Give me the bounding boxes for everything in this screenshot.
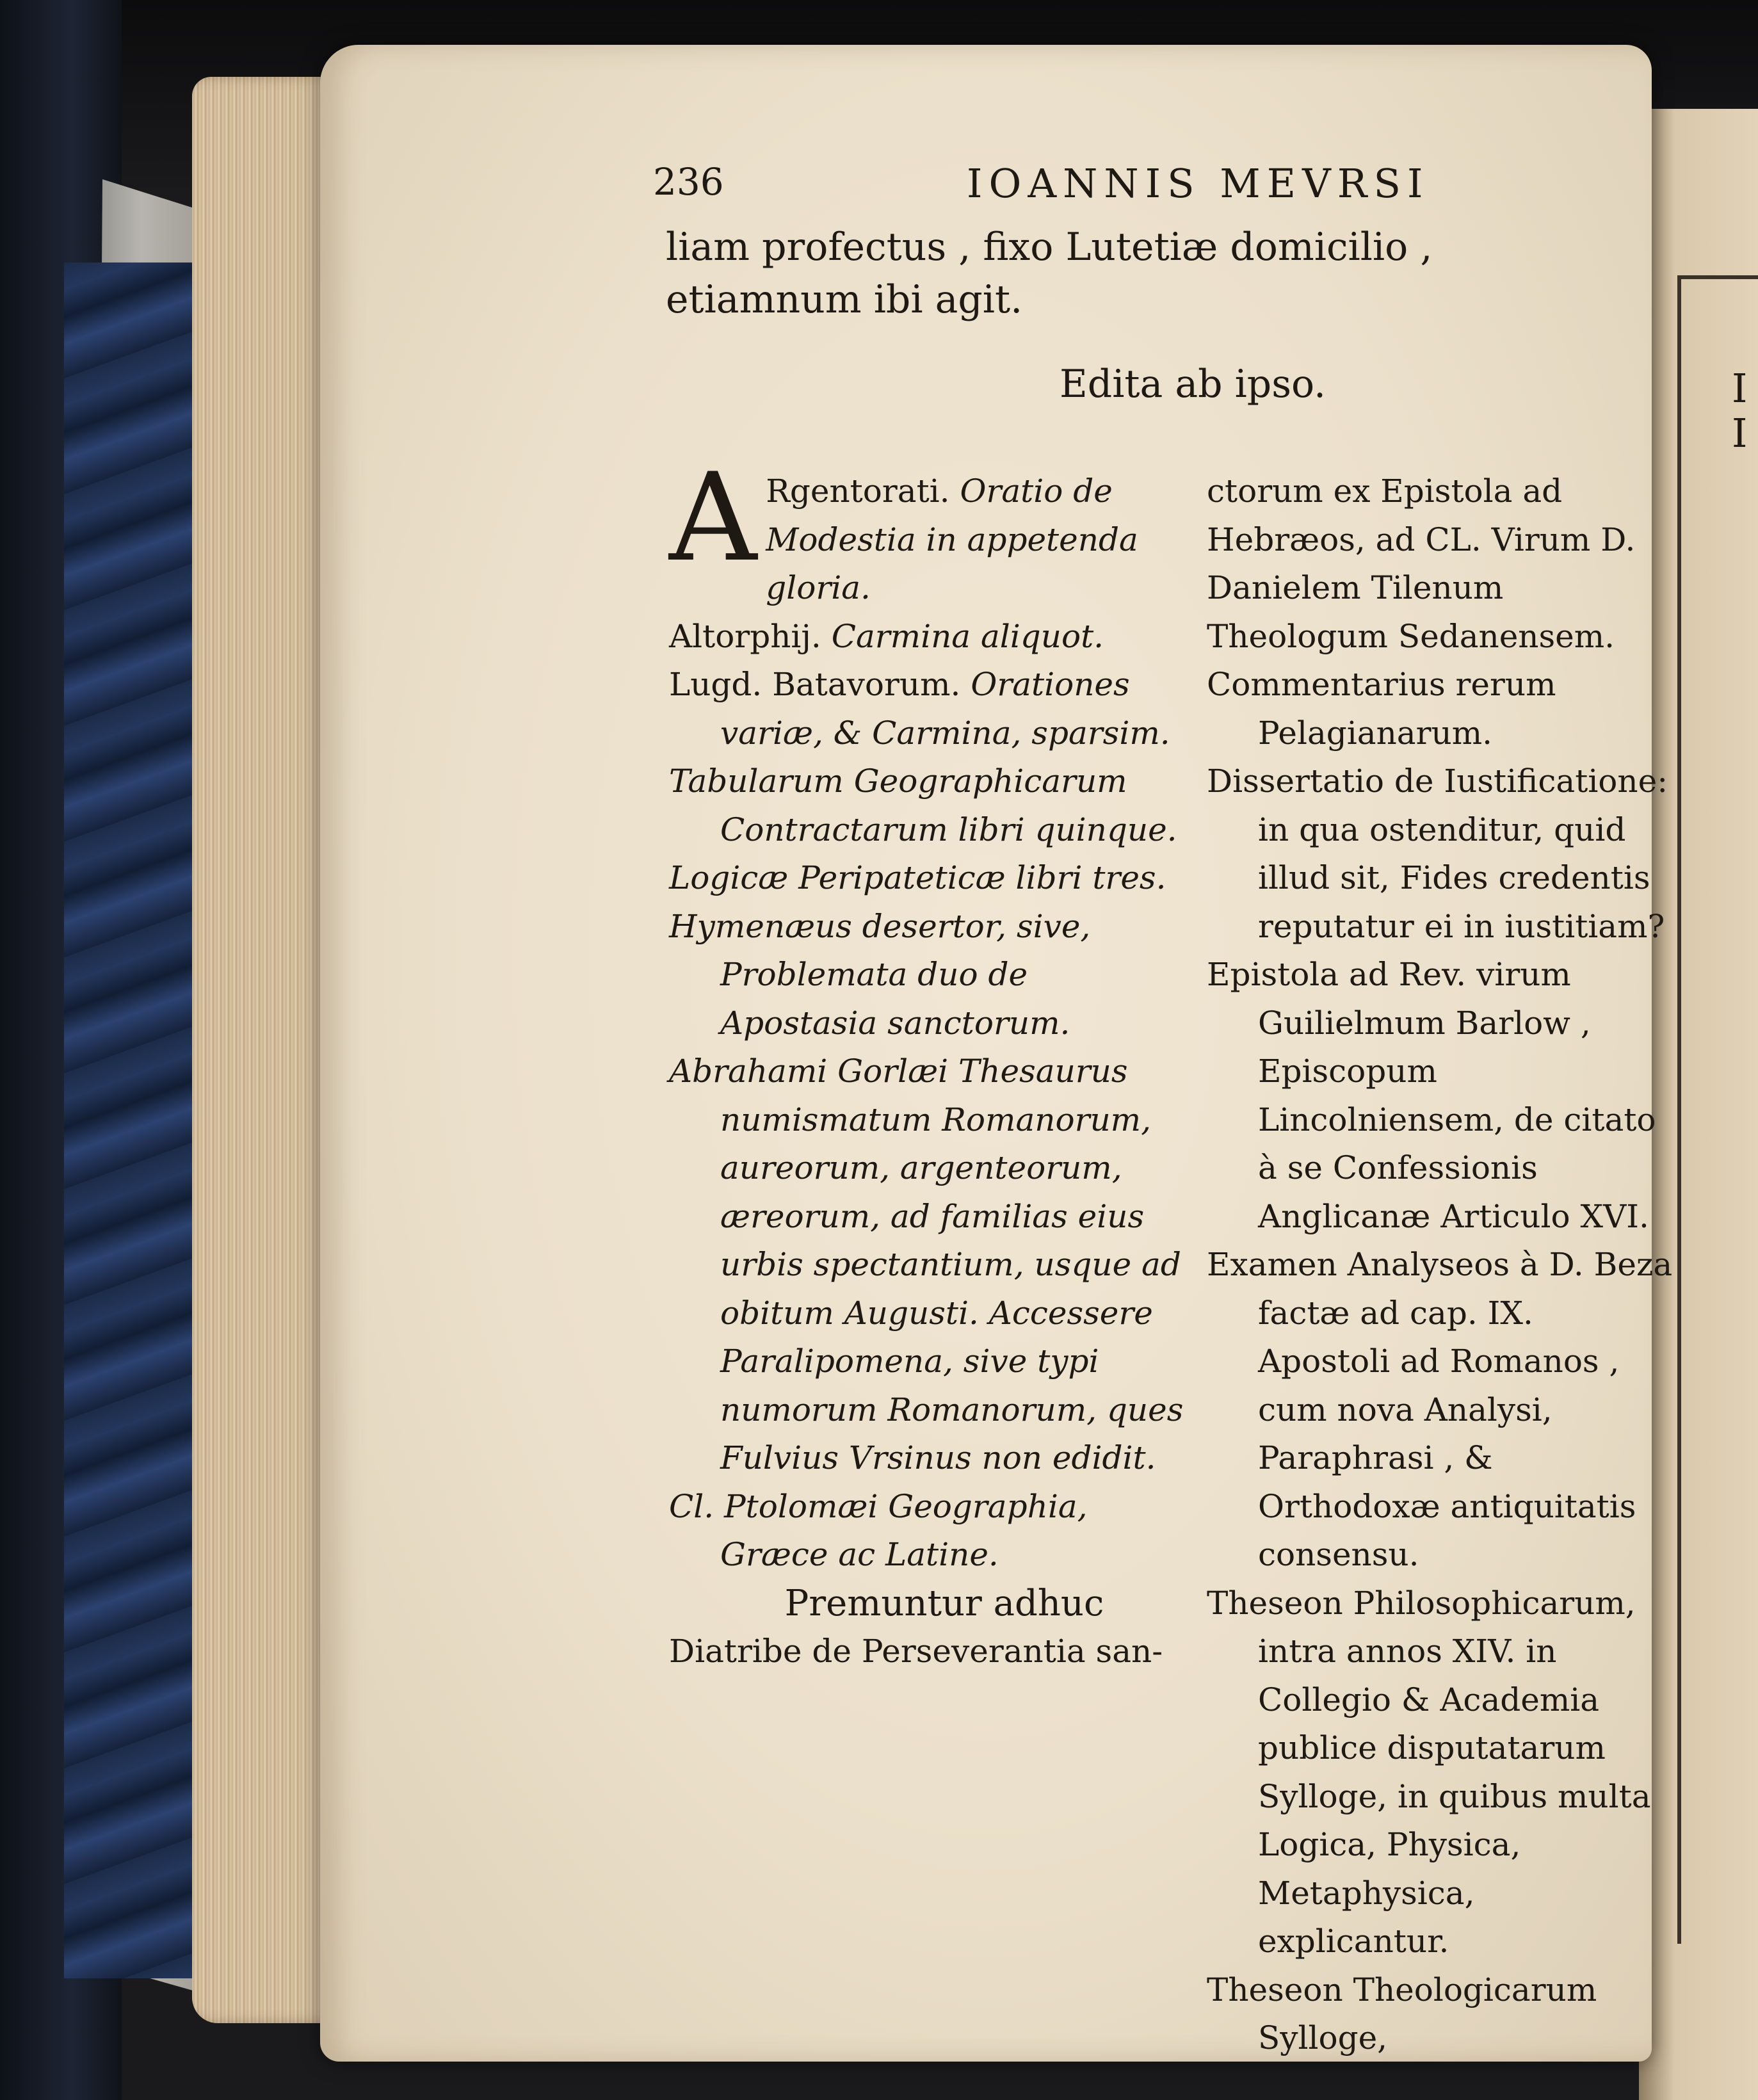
bibliography-entry: Theseon Theologicarum Sylloge, [1207, 1971, 1597, 2056]
right-column [1207, 467, 1674, 2063]
facing-page-letter: I [1732, 365, 1748, 412]
bibliography-entry: Commentarius rerum Pelagianarum. [1207, 666, 1556, 752]
bibliography-entry: Theseon Philosophicarum, intra annos XIV. in Collegio & Academia publice disputatarum Sylloge, in quibus multa Logica, Physica, Metaphysica, explicantur. [1207, 1584, 1651, 1960]
entry-title: Cl. Ptolomæi Geographia, Græce ac Latine. [669, 1487, 1088, 1573]
entry-title: Tabularum Geographicarum Contractarum libri quinque. [669, 763, 1177, 848]
subheading-forthcoming: Premuntur adhuc [784, 1582, 1104, 1624]
page-header [653, 160, 1453, 218]
bibliography-entry: ctorum ex Epistola ad Hebræos, ad CL. Virum D. Danielem Tilenum Theologum Sedanensem. [1207, 472, 1636, 655]
entry-title: Hymenæus desertor, sive, Problemata duo de Apostasia sanctorum. [669, 907, 1091, 1042]
bibliography-entry [669, 757, 1194, 854]
entry-title: Abrahami Gorlæi Thesaurus numismatum Romanorum, aureorum, argenteorum, æreorum, ad familias eius urbis spectantium, usque ad obitum Augusti. Accessere Paralipomena, sive typi numorum Romanorum, ques Fulvius Vrsinus non edidit. [669, 1053, 1184, 1476]
entry-place: Rgentorati. [766, 472, 950, 510]
facing-page-letter: I [1732, 410, 1748, 456]
entry-title: Orationes variæ, & Carmina, sparsim. [720, 666, 1170, 752]
bibliography-entry: Diatribe de Perseverantia san- [669, 1633, 1163, 1670]
bibliography-entry [669, 661, 1194, 757]
bibliography-entry [669, 1047, 1194, 1483]
left-column [669, 447, 1194, 1676]
running-title: IOANNIS MEVRSI [967, 160, 1430, 207]
drop-cap: A [669, 447, 757, 588]
bibliography-entry: Epistola ad Rev. virum Guilielmum Barlow , Episcopum Lincolniensem, de citato à se Confessionis Anglicanæ Articulo XVI. [1207, 956, 1656, 1235]
section-heading: Edita ab ipso. [1060, 362, 1327, 407]
entry-place: Altorphij. [669, 617, 821, 655]
intro-paragraph: liam profectus , fixo Lutetiæ domicilio , etiamnum ibi agit. [666, 225, 1433, 322]
bibliography-entry: Examen Analyseos à D. Beza factæ ad cap. IX. Apostoli ad Romanos , cum nova Analysi, Paraphrasi , & Orthodoxæ antiquitatis consensu. [1207, 1246, 1673, 1573]
bibliography-entry [669, 903, 1194, 1048]
entry-title: Carmina aliquot. [831, 617, 1104, 655]
bibliography-entry [669, 854, 1194, 903]
bibliography-entry [669, 1483, 1194, 1579]
entry-place: Lugd. Batavorum. [669, 666, 961, 703]
entry-title: Logicæ Peripateticæ libri tres. [669, 859, 1166, 896]
entry-title: Oratio de Modestia in appetenda gloria. [766, 472, 1138, 606]
bibliography-entry: Dissertatio de Iustificatione: in qua ostenditur, quid illud sit, Fides credentis reputatur ei in iustitiam? [1207, 763, 1668, 945]
bibliography-entry [669, 447, 1194, 613]
bibliography-entry [669, 613, 1194, 661]
facing-page-frame [1677, 275, 1758, 1944]
page-number: 236 [653, 160, 724, 204]
